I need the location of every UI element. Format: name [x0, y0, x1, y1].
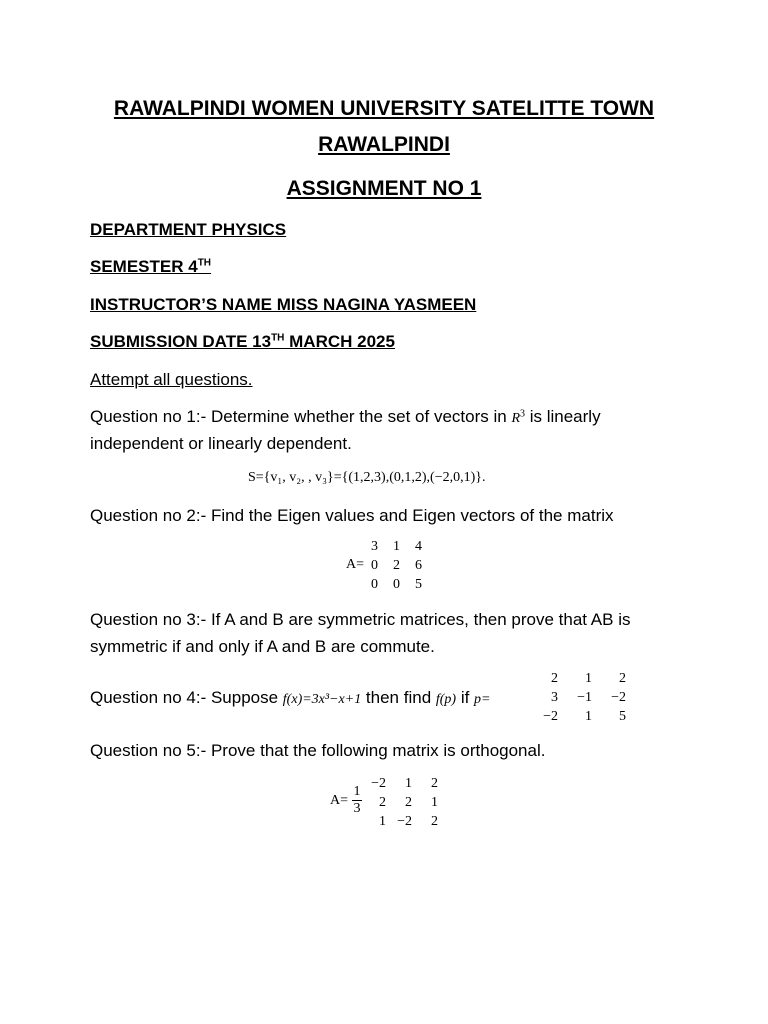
matrix-cell: 2: [619, 671, 626, 686]
question-1-line-2: independent or linearly dependent.: [90, 434, 352, 453]
matrix-cell: 2: [405, 795, 412, 810]
q4-matrix-label: p=: [474, 692, 491, 707]
q4-f-of-p: f(p): [435, 692, 457, 707]
submission-date-suffix: MARCH 2025: [284, 332, 395, 351]
q4-text-a: Question no 4:- Suppose: [90, 688, 283, 707]
q4-function: f(x)=3x³−x+1: [282, 692, 362, 707]
matrix-cell: 2: [551, 671, 558, 686]
matrix-cell: 1: [405, 776, 412, 791]
matrix-cell: 2: [379, 795, 386, 810]
matrix-cell: 1: [379, 814, 386, 829]
matrix-cell: 1: [585, 671, 592, 686]
submission-date-line: [90, 331, 395, 353]
q5-fraction-numerator: 1: [353, 784, 361, 799]
matrix-cell: 3: [371, 539, 378, 554]
question-3-line-1: Question no 3:- If A and B are symmetric matrices, then prove that AB is: [90, 610, 631, 629]
matrix-cell: 1: [431, 795, 438, 810]
matrix-cell: 0: [371, 558, 378, 573]
matrix-cell: 5: [619, 709, 626, 724]
submission-date-sup: TH: [271, 332, 285, 344]
q4-matrix: [540, 671, 630, 731]
semester-sup: TH: [197, 257, 212, 269]
q1-text-a: Question no 1:- Determine whether the set of vectors in: [90, 407, 512, 426]
question-3-line-2: symmetric if and only if A and B are commute.: [90, 637, 435, 656]
question-4-line: [90, 687, 491, 711]
question-2-line: Question no 2:- Find the Eigen values and Eigen vectors of the matrix: [90, 506, 614, 525]
q1-space-symbol: $R^3$: [511, 408, 525, 426]
q1-text-b: is linearly: [525, 407, 601, 426]
matrix-cell: −2: [611, 690, 626, 705]
q4-text-b: then find: [361, 688, 436, 707]
q5-matrix-label: A=: [330, 793, 349, 808]
semester-text: SEMESTER 4: [90, 257, 198, 276]
q5-fraction: [352, 785, 362, 816]
university-title-line1: RAWALPINDI WOMEN UNIVERSITY SATELITTE TOWN: [113, 97, 655, 120]
matrix-cell: 1: [585, 709, 592, 724]
matrix-cell: 2: [393, 558, 400, 573]
q1-vector-set-formula: S={v₁, v₂, , v₃}={(1,2,3),(0,1,2),(−2,0,1)}.: [248, 470, 486, 485]
university-title-line2: RAWALPINDI: [318, 133, 450, 156]
q2-matrix-label: A=: [346, 557, 365, 572]
question-1-line-1: [90, 406, 601, 430]
q5-fraction-denominator: 3: [353, 801, 361, 816]
matrix-cell: −1: [577, 690, 592, 705]
matrix-cell: 2: [431, 776, 438, 791]
q5-matrix: [362, 776, 442, 836]
matrix-cell: 0: [371, 577, 378, 592]
matrix-cell: 5: [415, 577, 422, 592]
matrix-cell: 4: [415, 539, 422, 554]
matrix-cell: −2: [543, 709, 558, 724]
matrix-cell: 1: [393, 539, 400, 554]
instructions-line: Attempt all questions.: [90, 370, 253, 389]
matrix-cell: −2: [371, 776, 386, 791]
instructor-line: INSTRUCTOR’S NAME MISS NAGINA YASMEEN: [90, 295, 477, 314]
matrix-cell: 3: [551, 690, 558, 705]
matrix-cell: 6: [415, 558, 422, 573]
q2-matrix: [360, 539, 430, 599]
question-5-line: Question no 5:- Prove that the following matrix is orthogonal.: [90, 741, 546, 760]
assignment-title: ASSIGNMENT NO 1: [286, 177, 482, 200]
submission-date-prefix: SUBMISSION DATE 13: [90, 332, 272, 351]
matrix-cell: 2: [431, 814, 438, 829]
semester-line: [90, 256, 211, 278]
q4-text-c: if: [456, 688, 475, 707]
department-line: DEPARTMENT PHYSICS: [90, 220, 287, 239]
matrix-cell: 0: [393, 577, 400, 592]
matrix-cell: −2: [397, 814, 412, 829]
